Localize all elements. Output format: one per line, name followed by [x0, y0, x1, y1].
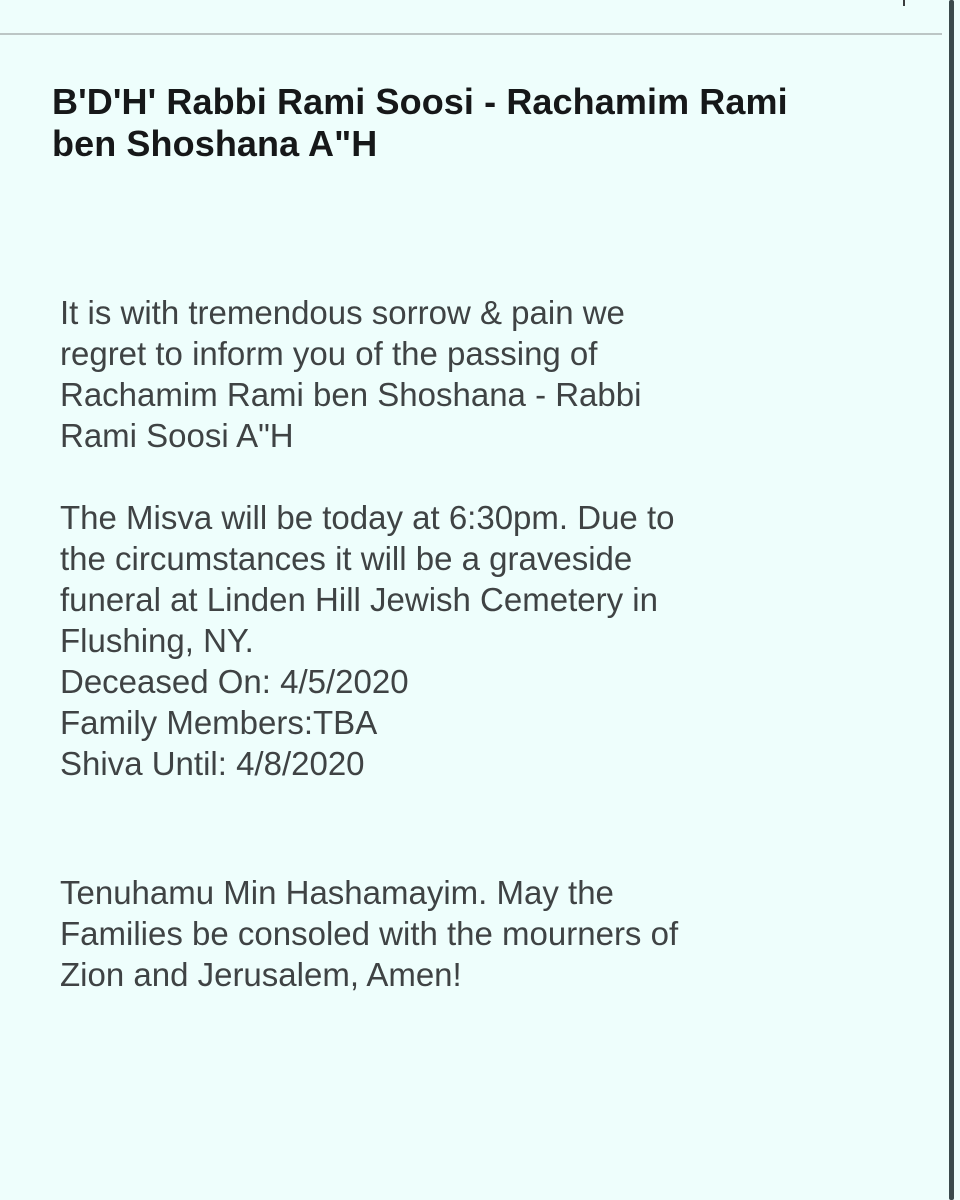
announcement-line-4: Rami Soosi A"H: [60, 417, 294, 454]
announcement-line-1: It is with tremendous sorrow & pain we: [60, 294, 625, 331]
top-edge-marker: [903, 0, 905, 6]
announcement-line-3: Rachamim Rami ben Shoshana - Rabbi: [60, 376, 642, 413]
post-title: [52, 81, 947, 165]
post-title-line-2: ben Shoshana A"H: [52, 123, 378, 164]
post-title-line-1: B'D'H' Rabbi Rami Soosi - Rachamim Rami: [52, 81, 788, 122]
post-body: [60, 292, 930, 995]
closing-line-1: Tenuhamu Min Hashamayim. May the: [60, 874, 614, 911]
closing-paragraph: [60, 872, 930, 995]
top-divider: [0, 33, 942, 35]
family-members: Family Members:TBA: [60, 704, 378, 741]
announcement-line-2: regret to inform you of the passing of: [60, 335, 598, 372]
paragraph-spacer: [60, 784, 930, 872]
details-line-4: Flushing, NY.: [60, 622, 254, 659]
announcement-paragraph: [60, 292, 930, 456]
paragraph-spacer: [60, 456, 930, 497]
details-line-3: funeral at Linden Hill Jewish Cemetery in: [60, 581, 658, 618]
deceased-date: Deceased On: 4/5/2020: [60, 663, 409, 700]
closing-line-2: Families be consoled with the mourners of: [60, 915, 679, 952]
shiva-until-date: Shiva Until: 4/8/2020: [60, 745, 365, 782]
details-line-1: The Misva will be today at 6:30pm. Due to: [60, 499, 675, 536]
closing-line-3: Zion and Jerusalem, Amen!: [60, 956, 462, 993]
details-paragraph: [60, 497, 930, 784]
scrollbar-thumb[interactable]: [949, 0, 954, 1200]
details-line-2: the circumstances it will be a graveside: [60, 540, 633, 577]
